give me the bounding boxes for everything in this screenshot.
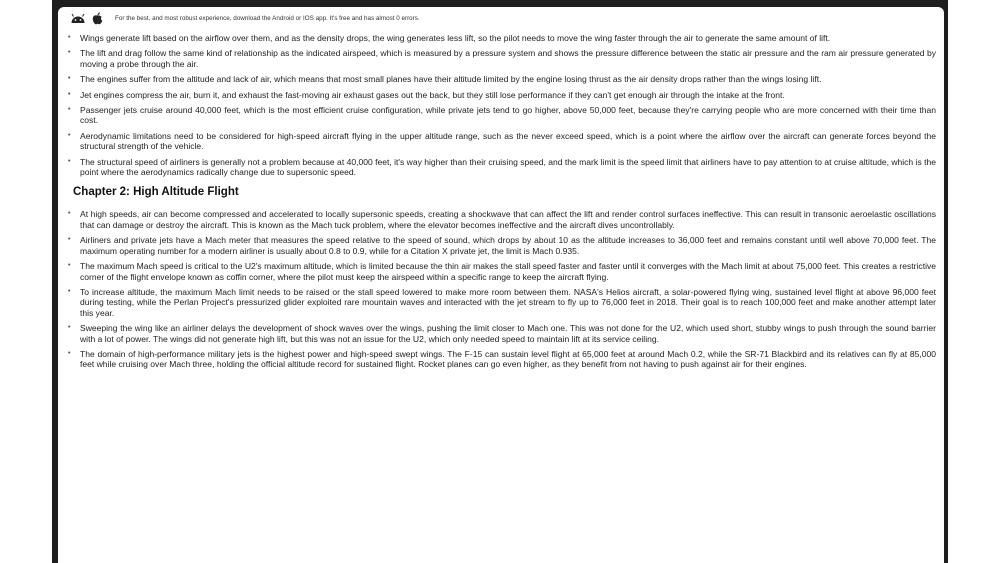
apple-icon[interactable] (92, 12, 103, 25)
list-item: • The engines suffer from the altitude and lack of air, which means that most small planes have their altitude limited by the engine losing thrust as the air density drops rather than the wings losing lift. (68, 74, 944, 84)
section1-bullet-list (58, 33, 944, 177)
list-item: • Jet engines compress the air, burn it, and exhaust the fast-moving air exhaust gases out the back, but they still lose performance if they can't get enough air through the intake at the front. (68, 90, 944, 100)
list-item: • At high speeds, air can become compressed and accelerated to locally supersonic speeds, creating a shockwave that can affect the lift and render control surfaces ineffective. This can result in transonic aeroelastic oscillations that can damage or destroy the aircraft. This is known as the Mach tuck problem, where the elevator becomes ineffective and the aircraft dives uncontrollably. (68, 209, 944, 230)
document-page (58, 7, 944, 563)
chapter-heading: Chapter 2: High Altitude Flight (73, 186, 239, 199)
app-download-banner[interactable] (58, 7, 944, 29)
android-icon[interactable] (70, 13, 86, 24)
list-item: • The maximum Mach speed is critical to the U2's maximum altitude, which is limited because the thin air makes the stall speed faster and faster until it converges with the Mach limit at about 75,000 feet. This creates a restrictive corner of the flight envelope known as coffin corner, where the pilot must keep the airspeed within a specific range to keep the aircraft flying. (68, 261, 944, 282)
app-store-icons (70, 12, 103, 25)
document-content (58, 33, 944, 375)
list-item: • The structural speed of airliners is generally not a problem because at 40,000 feet, it's way higher than their cruising speed, and the mark limit is the speed limit that airliners have to pay attention to at cruise altitude, which is the point where the aerodynamics radically change due to supersonic speed. (68, 157, 944, 178)
list-item: • Airliners and private jets have a Mach meter that measures the speed relative to the speed of sound, which drops by about 10 as the altitude increases to 36,000 feet and remains constant until well above 70,000 feet. The maximum operating number for a modern airliner is usually about 0.8 to 0.9, while for a Citation X private jet, the limit is Mach 0.935. (68, 235, 944, 256)
list-item: • Passenger jets cruise around 40,000 feet, which is the most efficient cruise configuration, while private jets tend to go higher, above 50,000 feet, because they're carrying people who are more concerned with their time than cost. (68, 105, 944, 126)
list-item: • The domain of high-performance military jets is the highest power and high-speed swept wings. The F-15 can sustain level flight at 65,000 feet at around Mach 0.2, while the SR-71 Blackbird and its relatives can fly at 85,000 feet while cruising over Mach three, holding the official altitude record for sustained flight. Rocket planes can go even higher, as they benefit from not having to push against air for their engines. (68, 349, 944, 370)
list-item: • The lift and drag follow the same kind of relationship as the indicated airspeed, which is measured by a pressure system and shows the pressure difference between the static air pressure and the ram air pressure generated by moving a probe through the air. (68, 48, 944, 69)
list-item: • To increase altitude, the maximum Mach limit needs to be raised or the stall speed lowered to make more room between them. NASA's Helios aircraft, a solar-powered flying wing, sustained level flight at above 96,000 feet during testing, while the Perlan Project's pressurized glider exploited rare mountain waves and interacted with the jet stream to fly up to 76,000 feet in 2018. Their goal is to reach 100,000 feet and make another attempt later this year. (68, 287, 944, 318)
list-item: • Aerodynamic limitations need to be considered for high-speed aircraft flying in the upper altitude range, such as the never exceed speed, which is a point where the airflow over the aircraft can generate forces beyond the structural strength of the vehicle. (68, 131, 944, 152)
list-item: • Sweeping the wing like an airliner delays the development of shock waves over the wings, pushing the limit closer to Mach one. This was not done for the U2, which used short, stubby wings to push through the sound barrier with a lot of power. The wings did not generate high lift, but this was not an issue for the U2, which only needed speed to maintain lift at its service ceiling. (68, 323, 944, 344)
list-item: • Wings generate lift based on the airflow over them, and as the density drops, the wing generates less lift, so the pilot needs to move the wing faster through the air to generate the same amount of lift. (68, 33, 944, 43)
section2-bullet-list (58, 209, 944, 369)
banner-text: For the best, and most robust experience, download the Android or IOS app. It's free and has almost 0 errors. (115, 14, 420, 22)
